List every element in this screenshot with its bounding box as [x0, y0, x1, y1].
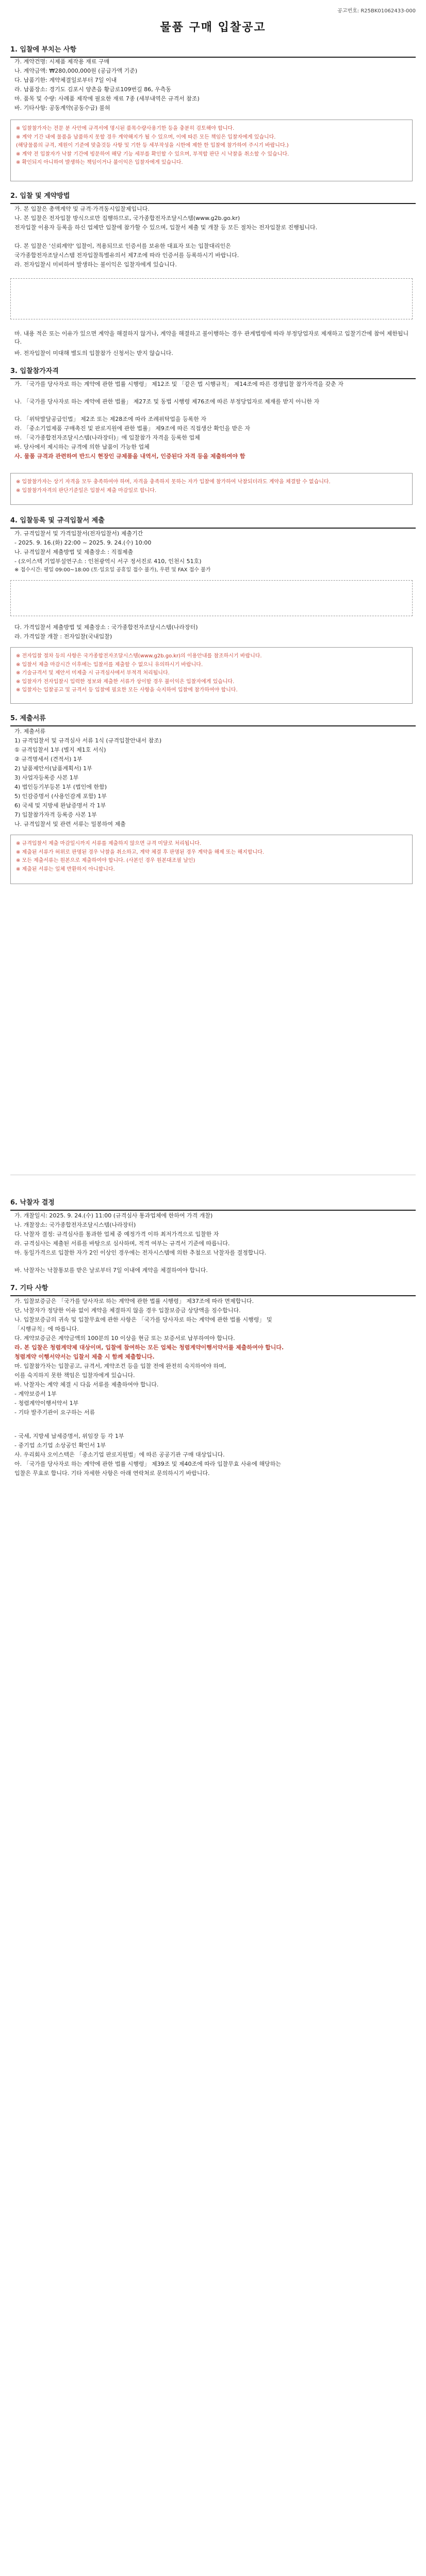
s4-line: 나. 규격입찰서 제출방법 및 제출장소 : 직접제출	[14, 549, 134, 555]
s2-line: 나. 본 입찰은 전자입찰 방식으로만 집행하므로, 국가종합전자조달시스템(www.g2b.go.kr)	[14, 215, 240, 222]
s4-mid: 라. 가격입찰 개찰 : 전자입찰(국내입찰)	[14, 633, 112, 640]
s1-note: ※ 계약 기간 내에 물품을 납품하지 못할 경우 계약해지가 될 수 있으며, 이에 따른 모든 책임은 입찰자에게 있습니다.	[16, 134, 276, 140]
s6-line: 다. 낙찰자 결정: 규격심사를 통과한 업체 중 예정가격 이하 최저가격으로 입찰한 자	[14, 1231, 219, 1238]
s3-notice-box	[10, 473, 413, 505]
s4-line: ※ 접수시간: 평일 09:00~18:00 (토·일요일 공휴일 접수 불가), 우편 및 FAX 접수 불가	[14, 567, 211, 573]
s4-note: ※ 입찰자가 전자입찰시 입력한 정보와 제출한 서류가 상이할 경우 불이익은 입찰자에게 있습니다.	[16, 679, 235, 685]
s1-line: 마. 품목 및 수량: 사례품 제작에 필요한 재료 7종 (세부내역은 규격서 참조)	[14, 95, 200, 102]
s3-line: 가. 「국가를 당사자로 하는 계약에 관한 법률 시행령」 제12조 및 「같은 법 시행규칙」 제14조에 따른 경쟁입찰 참가자격을 갖춘 자	[14, 381, 343, 387]
section-3-heading: 3. 입찰참가자격	[10, 367, 416, 379]
s1-line: 라. 납품장소: 경기도 김포시 양촌읍 황금로109번길 86, 우측동	[14, 86, 171, 93]
section-7-heading: 7. 기타 사항	[10, 1284, 416, 1296]
s2-line: 다. 본 입찰은 '신뢰계약' 입찰이, 적용되므로 인증서를 보유한 대표자 또는 입찰대리인은	[14, 243, 231, 249]
s1-line: 바. 기타사항: 공동계약(공동수급) 불허	[14, 105, 110, 111]
s7-line: - 청렴계약이행서약서 1부	[14, 1400, 79, 1406]
s2-extra: 바. 전자입찰이 미대해 별도의 입찰참가 신청서는 받지 않습니다.	[14, 350, 173, 357]
section-2-heading: 2. 입찰 및 계약방법	[10, 192, 416, 204]
section-1-heading: 1. 입찰에 부치는 사항	[10, 45, 416, 58]
s7-line: 이를 숙지하지 못한 책임은 입찰자에게 있습니다.	[14, 1372, 135, 1379]
s5-line: 2) 납품제안서(납품계획서) 1부	[14, 765, 92, 772]
s3-note: ※ 입찰참가자는 상기 자격을 모두 충족하여야 하며, 자격을 충족하지 못하는 자가 입찰에 참가하여 낙찰되더라도 계약을 체결할 수 없습니다.	[16, 479, 331, 485]
s4-note: ※ 전자입찰 절차 등의 사항은 국가종합전자조달시스템(www.g2b.go.kr)의 이용안내를 참조하시기 바랍니다.	[16, 653, 262, 659]
s1-note: ※ 계약 전 입찰자가 낙찰 기간에 빙문하여 해당 기능 세부를 확인할 수 있으며, 부적합 판단 시 낙찰을 취소할 수 있습니다.	[16, 151, 289, 157]
s7-tail: - 국세, 지방세 납세증명서, 위임장 등 각 1부	[14, 1433, 124, 1439]
s7-line: 마. 입찰참가자는 입찰공고, 규격서, 계약조건 등을 입찰 전에 완전히 숙지하여야 하며,	[14, 1363, 226, 1369]
s5-line: 4) 법인등기부등본 1부 (법인에 한함)	[14, 784, 107, 790]
s7-tail: 사. 우리회사 오이스텍은 「중소기업 판로지원법」에 따른 공공기관 구매 대상입니다.	[14, 1451, 225, 1458]
s7-tail: 입찰은 무효로 합니다. 기타 자세한 사항은 아래 연락처로 문의하시기 바랍니다.	[14, 1470, 210, 1477]
s5-line: ② 규격명세서 (견적서) 1부	[14, 756, 83, 762]
s5-line: 7) 입찰참가자격 등록증 사본 1부	[14, 811, 97, 818]
s2-line: 가. 본 입찰은 총액계약 및 규격·가격동시입찰제입니다.	[14, 206, 150, 212]
s4-line: 가. 규격입찰서 및 가격입찰서(전자입찰서) 제출기간	[14, 530, 143, 537]
s1-line: 다. 납품기한: 계약체결일로부터 7일 이내	[14, 77, 117, 83]
s5-line: 가. 제출서류	[14, 728, 46, 735]
s4-note: ※ 입찰자는 입찰공고 및 규격서 등 입찰에 필요한 모든 사항을 숙지하여 입찰에 참가하여야 합니다.	[16, 687, 238, 693]
s4-note: ※ 기술규격서 및 제안서 미제출 시 규격심사에서 부적격 처리됩니다.	[16, 670, 170, 676]
section-4-heading: 4. 입찰등록 및 규격입찰서 제출	[10, 516, 416, 529]
s3-line: 라. 「중소기업제품 구매촉진 및 판로지원에 관한 법률」 제9조에 따른 직접생산 확인을 받은 자	[14, 425, 250, 432]
s7-line: 다. 계약보증금은 계약금액의 100분의 10 이상을 현금 또는 보증서로 납부하여야 합니다.	[14, 1335, 235, 1342]
s5-note: ※ 제출된 서류는 일체 반환하지 아니합니다.	[16, 866, 115, 872]
page-title: 물품 구매 입찰공고	[160, 21, 266, 34]
s1-note: ※ 입찰참가자는 전문 분 사안에 규격서에 명시된 품목수량사용기한 등을 충분히 검토해야 합니다.	[16, 126, 235, 131]
s7-line: 단, 낙찰자가 정당한 이유 없이 계약을 체결하지 않을 경우 입찰보증금 상당액을 징수합니다.	[14, 1307, 241, 1314]
s5-line: 3) 사업자등록증 사본 1부	[14, 774, 79, 781]
s7-line: 라. 본 입찰은 청렴계약제 대상이며, 입찰에 참여하는 모든 업체는 청렴계약이행서약서를 제출하여야 합니다.	[14, 1344, 284, 1351]
s2-blank-box	[10, 278, 413, 319]
s5-line: 1) 규격입찰서 및 규격심사 서류 1식 (규격입찰안내서 참조)	[14, 737, 162, 744]
s4-line: - (오이스텍 기업부설연구소 : 인천광역시 서구 정서진로 410, 인천시 51호)	[14, 558, 202, 565]
s7-line: 바. 낙찰자는 계약 체결 시 다음 서류를 제출하여야 합니다.	[14, 1381, 159, 1388]
s6-line: 라. 규격심사는 제출된 서류를 바탕으로 심사하며, 적격 여부는 규격서 기준에 따릅니다.	[14, 1240, 230, 1247]
s6-line: 마. 동일가격으로 입찰한 자가 2인 이상인 경우에는 전자시스템에 의한 추첨으로 낙찰자를 결정합니다.	[14, 1249, 267, 1256]
s7-line: 가. 입찰보증금은 「국가를 당사자로 하는 계약에 관한 법률 시행령」 제37조에 따라 면제합니다.	[14, 1298, 254, 1304]
s7-line: - 계약보증서 1부	[14, 1391, 57, 1397]
s6-line: 나. 개찰장소: 국가종합전자조달시스템(나라장터)	[14, 1222, 136, 1228]
s3-line: 바. 당사에서 제시하는 규격에 의한 납품이 가능한 업체	[14, 444, 150, 450]
s4-notice-box	[10, 647, 413, 704]
s5-note: ※ 규격입찰서 제출 마감일시까지 서류를 제출하지 않으면 규격 미달로 처리됩니다.	[16, 841, 201, 846]
s5-line: 5) 인감증명서 (사용인감계 포함) 1부	[14, 793, 107, 800]
s4-line: - 2025. 9. 16.(화) 22:00 ~ 2025. 9. 24.(수) 10:00	[14, 539, 152, 546]
s2-line: 라. 전자입찰시 미비하여 발생하는 불이익은 입찰자에게 있습니다.	[14, 261, 177, 268]
s2-line: 국가종합전자조달시스템 전자입찰특별유의서 제7조에 따라 인증서를 등록하시기 바랍니다.	[14, 252, 239, 259]
s5-line: ① 규격입찰서 1부 (별지 제1호 서식)	[14, 747, 106, 753]
s5-notice-box	[10, 835, 413, 884]
s3-line: 사. 물품 규격과 관련하여 반드시 현장인 규제품을 내역서, 인증된다 자격 등을 제출하여야 함	[14, 453, 245, 460]
s1-note: (해당물품의 규격, 제원이 기준에 맞출것등 사항 및 기한 등 세부작성을 시한에 제한 한 입찰에 참가하여 주시기 바랍니다.)	[16, 143, 289, 148]
s2-extra: 마. 내용 적은 또는 이유가 있으면 계약을 해결하지 않거나, 계약을 해결하고 불이행하는 경우 관계법령에 따라 부정당업자로 제재하고 입찰기간에 참여 제한됩니다.	[14, 330, 409, 345]
s7-line: - 기타 발주기관이 요구하는 서류	[14, 1409, 95, 1416]
s6-line: 바. 낙찰자는 낙찰통보를 받은 날로부터 7일 이내에 계약을 체결하여야 합니다.	[14, 1267, 208, 1274]
s3-line: 다. 「위탁발달공급인법」 제2조 또는 제28조에 따라 조례위탁업을 등록한 자	[14, 416, 206, 422]
s7-line: 청렴계약 이행서약서는 입찰서 제출 시 함께 제출합니다.	[14, 1353, 155, 1360]
s1-line: 나. 계약금액: ₩280,000,000원 (공급가액 기준)	[14, 67, 138, 74]
s7-line: 나. 입찰보증금의 귀속 및 입찰무효에 관한 사항은 「국가를 당사자로 하는 계약에 관한 법률 시행령」 및	[14, 1316, 272, 1323]
s5-line: 나. 규격입찰서 및 관련 서류는 밀봉하여 제출	[14, 821, 126, 827]
s7-tail: - 중기업 소기업 소상공인 확인서 1부	[14, 1442, 106, 1449]
s1-notice-box	[10, 120, 413, 181]
s4-note: ※ 입찰서 제출 마감시간 이후에는 입찰서를 제출할 수 없으니 유의하시기 바랍니다.	[16, 662, 203, 668]
s5-note: ※ 모든 제출서류는 원본으로 제출하여야 합니다. (사본인 경우 원본대조필 날인)	[16, 858, 195, 863]
notice-number: 공고번호: R25BK01062433-000	[337, 8, 416, 14]
s2-line: 전자입찰 이용자 등록을 하신 업체만 입찰에 참가할 수 있으며, 입찰서 제출 및 개찰 등 모든 절차는 전자입찰로 진행됩니다.	[14, 224, 318, 231]
s1-line: 가. 계약건명: 시제품 제작용 재료 구매	[14, 58, 110, 65]
section-5-heading: 5. 제출서류	[10, 714, 416, 726]
s4-mid: 다. 가격입찰서 제출방법 및 제출장소 : 국가종합전자조달시스템(나라장터)	[14, 624, 198, 631]
section-6-heading: 6. 낙찰자 결정	[10, 1198, 416, 1211]
s3-line: 마. 「국가종합전자조달시스템(나라장터)」에 입찰참가 자격을 등록한 업체	[14, 434, 200, 441]
s3-line: 나. 「국가를 당사자로 하는 계약에 관한 법률」 제27조 및 동법 시행령 제76조에 따른 부정당업자로 제재를 받지 아니한 자	[14, 398, 320, 405]
s7-tail: 아. 「국가를 당사자로 하는 계약에 관한 법률 시행령」 제39조 및 제40조에 따라 입찰무효 사유에 해당하는	[14, 1461, 281, 1467]
s7-line: 「시행규칙」에 따릅니다.	[14, 1326, 79, 1332]
s5-line: 6) 국세 및 지방세 완납증명서 각 1부	[14, 802, 106, 809]
s5-note: ※ 제출된 서류가 허위로 판명된 경우 낙찰을 취소하고, 계약 체결 후 판명된 경우 계약을 해제 또는 해지합니다.	[16, 849, 264, 855]
s1-note: ※ 확인되지 아니하여 발생하는 책임이거나 불이익은 입찰자에게 있습니다.	[16, 160, 183, 165]
s4-blank-box	[10, 580, 413, 616]
s6-line: 가. 개찰일시: 2025. 9. 24.(수) 11:00 (규격심사 통과업체에 한하여 가격 개찰)	[14, 1212, 213, 1219]
s3-note: ※ 입찰참가자격의 판단기준일은 입찰서 제출 마감일로 합니다.	[16, 487, 157, 494]
